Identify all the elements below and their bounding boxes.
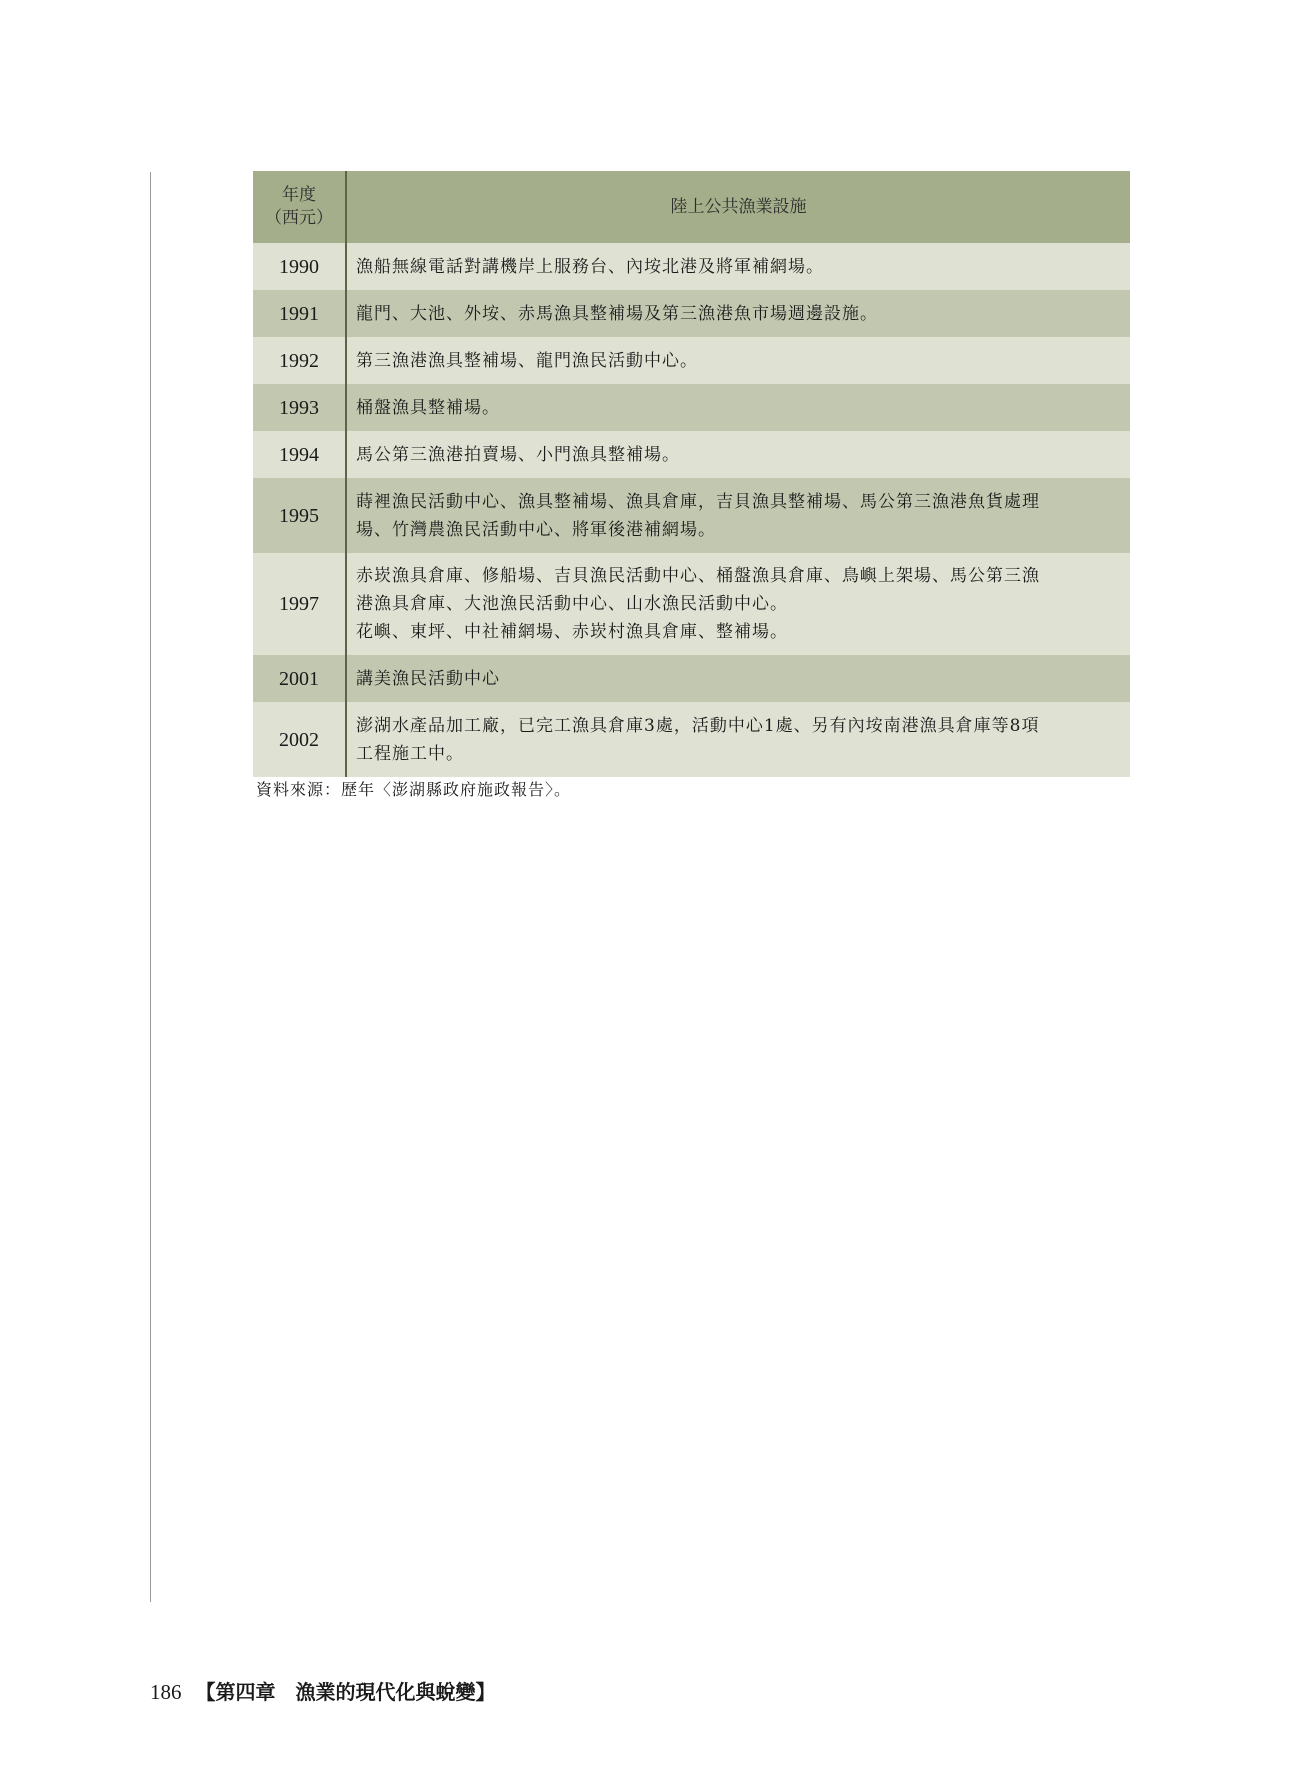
facilities-cell (346, 243, 1130, 290)
facilities-line: 桶盤漁具整補場。 (356, 397, 500, 418)
year-cell: 1990 (253, 243, 346, 290)
year-cell: 1991 (253, 290, 346, 337)
table-row (253, 243, 1130, 290)
facilities-table (253, 171, 1130, 777)
facilities-cell (346, 384, 1130, 431)
page-number: 186 (150, 1680, 182, 1704)
facilities-line: 花嶼、東坪、中社補網場、赤崁村漁具倉庫、整補場。 (356, 622, 788, 642)
year-cell: 2001 (253, 655, 346, 702)
facilities-line: 港漁具倉庫、大池漁民活動中心、山水漁民活動中心。 (356, 594, 788, 614)
table-row (253, 384, 1130, 431)
facilities-line: 講美漁民活動中心 (356, 668, 500, 689)
year-cell: 1997 (253, 553, 346, 655)
facilities-line: 龍門、大池、外垵、赤馬漁具整補場及第三漁港魚市場週邊設施。 (356, 303, 878, 324)
facilities-line: 場、竹灣農漁民活動中心、將軍後港補網場。 (356, 519, 716, 540)
table-row (253, 431, 1130, 478)
year-cell: 1993 (253, 384, 346, 431)
year-header-line1: 年度 (282, 185, 316, 206)
year-cell: 1992 (253, 337, 346, 384)
page-footer (150, 1676, 496, 1705)
facilities-line: 第三漁港漁具整補場、龍門漁民活動中心。 (356, 350, 698, 371)
year-cell: 2002 (253, 702, 346, 777)
running-head: 【第四章 漁業的現代化與蛻變】 (195, 1680, 496, 1704)
margin-rule (150, 172, 151, 1602)
table-row (253, 702, 1130, 777)
table-row (253, 553, 1130, 655)
facilities-cell (346, 290, 1130, 337)
facilities-cell (346, 478, 1130, 553)
facilities-line: 漁船無線電話對講機岸上服務台、內垵北港及將軍補網場。 (356, 256, 824, 277)
facilities-line: 工程施工中。 (356, 743, 464, 764)
facilities-line: 蒔裡漁民活動中心、漁具整補場、漁具倉庫，吉貝漁具整補場、馬公第三漁港魚貨處理 (356, 491, 1040, 512)
facilities-cell (346, 702, 1130, 777)
facilities-column-header: 陸上公共漁業設施 (346, 171, 1130, 243)
facilities-cell (346, 553, 1130, 655)
facilities-cell (346, 431, 1130, 478)
facilities-line: 澎湖水產品加工廠，已完工漁具倉庫3處，活動中心1處、另有內垵南港漁具倉庫等8項 (356, 715, 1040, 736)
table-row (253, 290, 1130, 337)
table-row (253, 655, 1130, 702)
facilities-cell (346, 655, 1130, 702)
year-column-header (253, 171, 346, 243)
facilities-table-container (253, 171, 1130, 777)
source-note: 資料來源：歷年〈澎湖縣政府施政報告〉。 (256, 780, 572, 799)
table-header-row (253, 171, 1130, 243)
year-cell: 1995 (253, 478, 346, 553)
table-row (253, 337, 1130, 384)
facilities-cell (346, 337, 1130, 384)
table-row (253, 478, 1130, 553)
year-header-line2: （西元） (265, 208, 333, 228)
facilities-line: 馬公第三漁港拍賣場、小門漁具整補場。 (356, 444, 680, 465)
year-cell: 1994 (253, 431, 346, 478)
facilities-line: 赤崁漁具倉庫、修船場、吉貝漁民活動中心、桶盤漁具倉庫、鳥嶼上架場、馬公第三漁 (356, 566, 1040, 586)
